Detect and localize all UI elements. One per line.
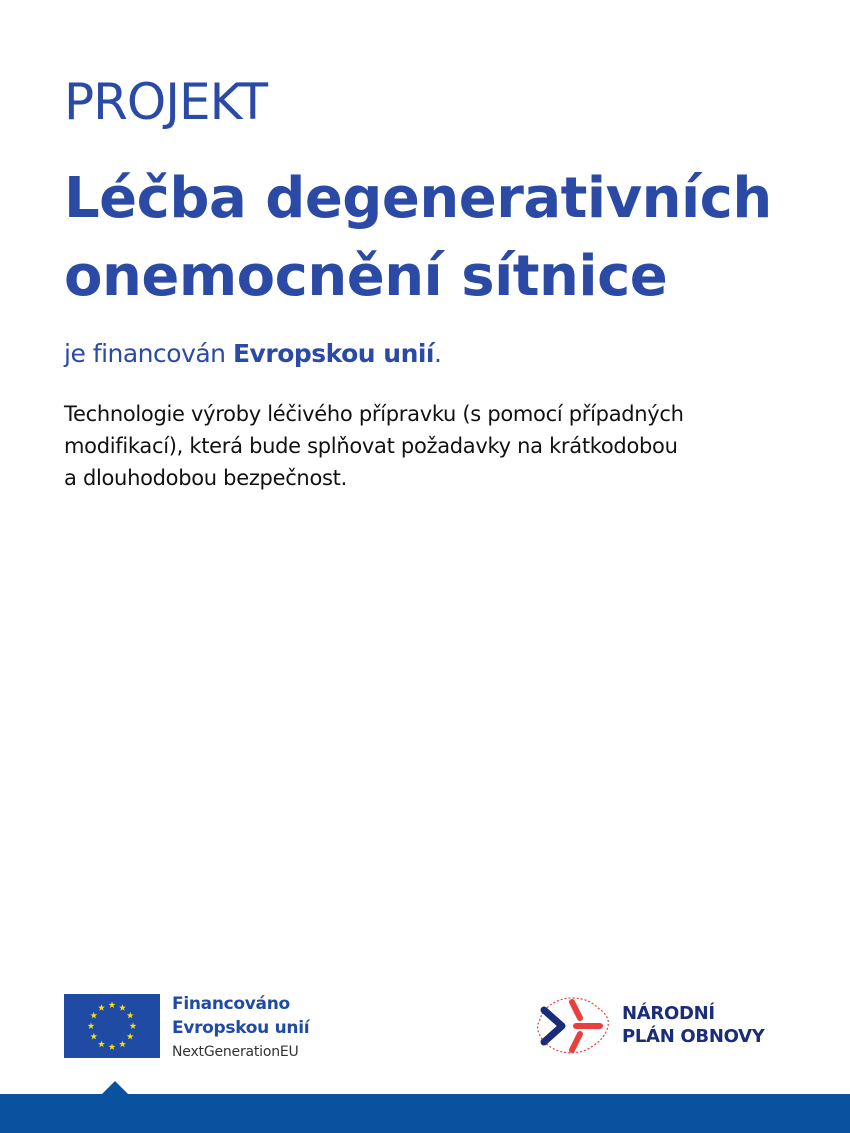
eu-star xyxy=(119,1041,126,1048)
description-line-3: a dlouhodobou bezpečnost. xyxy=(64,466,347,490)
eu-flag-icon xyxy=(64,994,160,1058)
funding-prefix: je financován xyxy=(64,339,233,368)
narodni-plan-obnovy-logo xyxy=(532,992,792,1062)
project-description xyxy=(64,398,784,494)
eu-logo-text xyxy=(172,992,309,1064)
bottom-bar xyxy=(0,1094,850,1133)
funding-statement xyxy=(64,336,441,372)
eu-logo-line-1: Financováno xyxy=(172,994,290,1014)
eu-star xyxy=(88,1022,95,1029)
eu-star xyxy=(98,1004,105,1011)
description-line-1: Technologie výroby léčivého přípravku (s pomocí případných xyxy=(64,402,684,426)
eu-star xyxy=(127,1012,134,1019)
bottom-bar-notch xyxy=(102,1081,128,1094)
narodni-plan-obnovy-logo-icon xyxy=(532,992,614,1060)
npo-logo-line-1: NÁRODNÍ xyxy=(622,1003,715,1024)
npo-red-stroke-bottom xyxy=(572,1034,580,1050)
funding-source: Evropskou unií xyxy=(232,339,435,368)
eu-logo-line-2: Evropskou unií xyxy=(172,1018,310,1038)
npo-logo-text xyxy=(622,1002,765,1048)
eu-logo-line-3: NextGenerationEU xyxy=(172,1044,299,1060)
eu-flag-graphic xyxy=(64,994,160,1058)
eu-star xyxy=(109,1001,116,1008)
eu-star xyxy=(127,1033,134,1040)
project-title-line-1: Léčba degenerativních xyxy=(64,166,772,231)
project-label: PROJEKT xyxy=(64,73,268,131)
eu-star xyxy=(90,1012,97,1019)
eu-funding-logo xyxy=(64,992,364,1062)
eu-star xyxy=(119,1004,126,1011)
funding-suffix: . xyxy=(434,339,442,368)
project-title xyxy=(64,160,824,316)
eu-star xyxy=(98,1041,105,1048)
npo-chevron xyxy=(544,1010,562,1042)
project-title-line-2: onemocnění sítnice xyxy=(64,244,668,309)
npo-logo-line-2: PLÁN OBNOVY xyxy=(622,1026,765,1047)
eu-star xyxy=(90,1033,97,1040)
description-line-2: modifikací), která bude splňovat požadavky na krátkodobou xyxy=(64,434,678,458)
eu-star xyxy=(130,1022,137,1029)
eu-star xyxy=(109,1043,116,1050)
npo-red-stroke-top xyxy=(572,1002,580,1018)
